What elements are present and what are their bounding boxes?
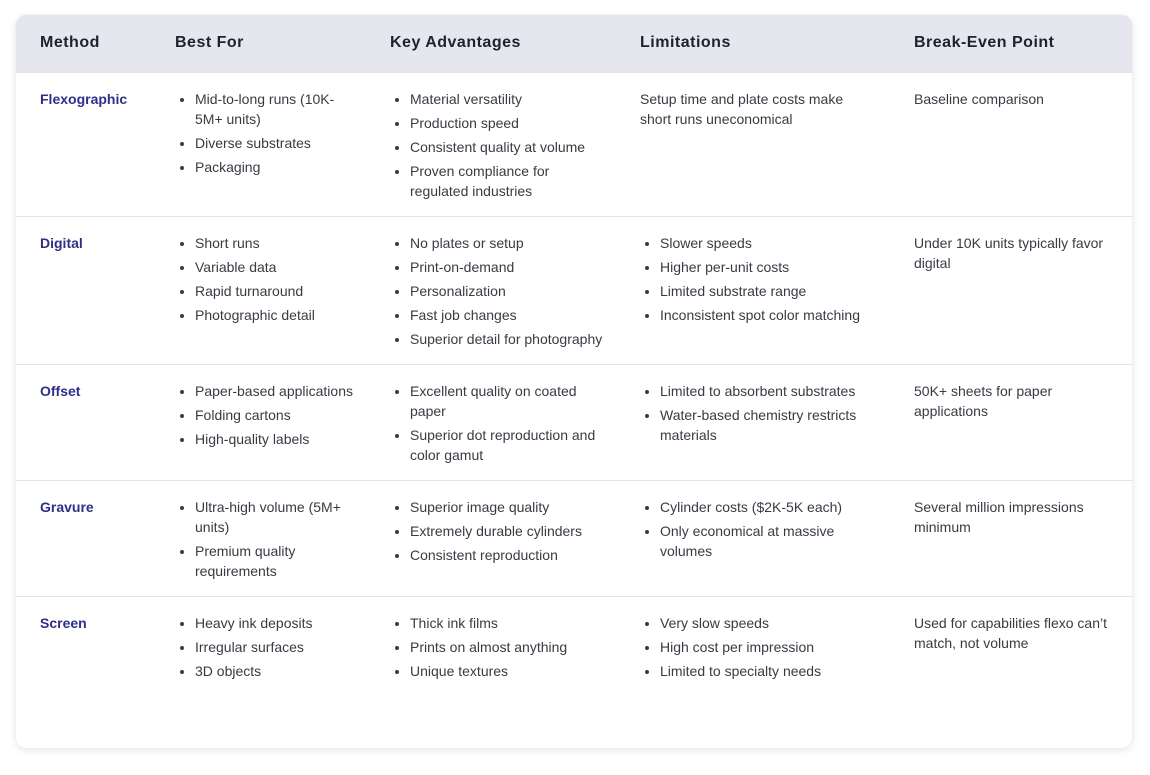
best-for-list xyxy=(175,381,354,449)
list-item: • Print-on-demand xyxy=(410,257,604,277)
list-item: • Packaging xyxy=(195,157,354,177)
list-item: • Superior image quality xyxy=(410,497,604,517)
list-item: • Water-based chemistry restricts materials xyxy=(660,405,878,445)
header-row xyxy=(16,15,1132,72)
header-limitations: Limitations xyxy=(640,34,731,52)
table-row xyxy=(16,596,1132,696)
list-item: • Consistent quality at volume xyxy=(410,137,604,157)
list-item: • Premium quality requirements xyxy=(195,541,354,581)
method-cell: Offset xyxy=(40,382,81,399)
limitations-list xyxy=(640,613,878,681)
best-for-cell xyxy=(151,216,366,364)
advantages-cell xyxy=(366,596,616,696)
table-row xyxy=(16,364,1132,480)
list-item: • 3D objects xyxy=(195,661,354,681)
list-item: • Mid-to-long runs (10K-5M+ units) xyxy=(195,89,354,129)
list-item: • Consistent reproduction xyxy=(410,545,604,565)
list-item: • Production speed xyxy=(410,113,604,133)
best-for-list xyxy=(175,89,354,177)
limitations-cell xyxy=(616,480,890,596)
list-item: • Thick ink films xyxy=(410,613,604,633)
list-item: • Very slow speeds xyxy=(660,613,878,633)
limitations-list xyxy=(640,381,878,445)
limitations-list xyxy=(640,497,878,561)
break-even-cell: Several million impressions minimum xyxy=(914,498,1084,535)
break-even-cell: Used for capabilities flexo can’t match, not volume xyxy=(914,614,1107,651)
advantages-list xyxy=(390,89,604,201)
list-item: • Higher per-unit costs xyxy=(660,257,878,277)
list-item: • Irregular surfaces xyxy=(195,637,354,657)
list-item: • Fast job changes xyxy=(410,305,604,325)
advantages-cell xyxy=(366,72,616,216)
list-item: • Cylinder costs ($2K-5K each) xyxy=(660,497,878,517)
best-for-list xyxy=(175,497,354,581)
break-even-cell: 50K+ sheets for paper applications xyxy=(914,382,1053,419)
best-for-list xyxy=(175,613,354,681)
list-item: • Excellent quality on coated paper xyxy=(410,381,604,421)
list-item: • Material versatility xyxy=(410,89,604,109)
best-for-cell xyxy=(151,596,366,696)
list-item: • Ultra-high volume (5M+ units) xyxy=(195,497,354,537)
list-item: • Rapid turnaround xyxy=(195,281,354,301)
list-item: • Superior detail for photography xyxy=(410,329,604,349)
list-item: • Limited to specialty needs xyxy=(660,661,878,681)
list-item: • Diverse substrates xyxy=(195,133,354,153)
advantages-list xyxy=(390,613,604,681)
method-cell: Flexographic xyxy=(40,90,128,107)
break-even-cell: Under 10K units typically favor digital xyxy=(914,234,1104,271)
comparison-table-card xyxy=(16,15,1132,748)
list-item: • Folding cartons xyxy=(195,405,354,425)
list-item: • Unique textures xyxy=(410,661,604,681)
method-cell: Digital xyxy=(40,234,83,251)
header-key-advantages: Key Advantages xyxy=(390,34,521,52)
list-item: • Short runs xyxy=(195,233,354,253)
list-item: • Proven compliance for regulated industries xyxy=(410,161,604,201)
advantages-cell xyxy=(366,480,616,596)
list-item: • Limited substrate range xyxy=(660,281,878,301)
printing-methods-comparison-table xyxy=(16,15,1132,696)
table-body xyxy=(16,72,1132,696)
table-row xyxy=(16,216,1132,364)
list-item: • High cost per impression xyxy=(660,637,878,657)
limitations-cell xyxy=(616,216,890,364)
advantages-cell xyxy=(366,216,616,364)
best-for-cell xyxy=(151,72,366,216)
method-cell: Screen xyxy=(40,614,87,631)
best-for-cell xyxy=(151,364,366,480)
list-item: • Heavy ink deposits xyxy=(195,613,354,633)
list-item: • Limited to absorbent substrates xyxy=(660,381,878,401)
limitations-text: Setup time and plate costs make short runs uneconomical xyxy=(640,90,844,127)
limitations-cell xyxy=(616,596,890,696)
table-row xyxy=(16,480,1132,596)
best-for-list xyxy=(175,233,354,325)
table-header xyxy=(16,15,1132,72)
header-method: Method xyxy=(40,34,100,52)
list-item: • No plates or setup xyxy=(410,233,604,253)
list-item: • Only economical at massive volumes xyxy=(660,521,878,561)
list-item: • Variable data xyxy=(195,257,354,277)
advantages-list xyxy=(390,381,604,465)
list-item: • Extremely durable cylinders xyxy=(410,521,604,541)
list-item: • High-quality labels xyxy=(195,429,354,449)
advantages-cell xyxy=(366,364,616,480)
method-cell: Gravure xyxy=(40,498,94,515)
list-item: • Slower speeds xyxy=(660,233,878,253)
list-item: • Prints on almost anything xyxy=(410,637,604,657)
limitations-list xyxy=(640,233,878,325)
limitations-cell xyxy=(616,72,890,216)
header-best-for: Best For xyxy=(175,34,244,52)
list-item: • Superior dot reproduction and color gamut xyxy=(410,425,604,465)
table-row xyxy=(16,72,1132,216)
list-item: • Paper-based applications xyxy=(195,381,354,401)
list-item: • Inconsistent spot color matching xyxy=(660,305,878,325)
advantages-list xyxy=(390,497,604,565)
limitations-cell xyxy=(616,364,890,480)
advantages-list xyxy=(390,233,604,349)
list-item: • Photographic detail xyxy=(195,305,354,325)
header-break-even-point: Break-Even Point xyxy=(914,34,1055,52)
break-even-cell: Baseline comparison xyxy=(914,90,1044,107)
best-for-cell xyxy=(151,480,366,596)
list-item: • Personalization xyxy=(410,281,604,301)
